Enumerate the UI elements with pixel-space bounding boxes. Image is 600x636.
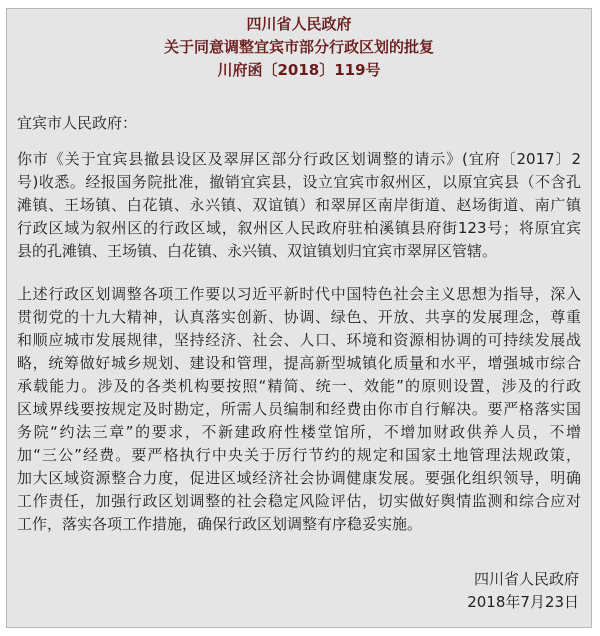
document-panel	[6, 8, 592, 628]
paragraph-2-line: 务院“约法三章”的要求，不新建政府性楼堂馆所，不增加财政供养人员，不增	[17, 423, 581, 441]
salutation: 宜宾市人民政府：	[17, 114, 138, 132]
paragraph-2-line: 贯彻党的十九大精神，认真落实创新、协调、绿色、开放、共享的发展理念，尊重	[17, 308, 581, 326]
document-title: 关于同意调整宜宾市部分行政区划的批复	[163, 38, 434, 56]
paragraph-2-line: 和顺应城市发展规律，坚持经济、社会、人口、环境和资源相协调的可持续发展战	[17, 331, 581, 349]
paragraph-2-line: 承载能力。涉及的各类机构要按照“精简、统一、效能”的原则设置，涉及的行政	[17, 377, 581, 395]
paragraph-2-line: 区域界线要按规定及时勘定，所需人员编制和经费由你市自行解决。要严格落实国	[17, 400, 581, 418]
document-number: 川府函〔2018〕119号	[217, 61, 381, 79]
paragraph-2-line: 加大区域资源整合力度，促进区域经济社会协调健康发展。要强化组织领导，明确	[17, 469, 581, 487]
paragraph-1-line: 你市《关于宜宾县撤县设区及翠屏区部分行政区划调整的请示》(宜府〔2017〕2	[17, 150, 581, 168]
issuer-heading: 四川省人民政府	[246, 15, 352, 33]
paragraph-2-line: 工作责任，加强行政区划调整的社会稳定风险评估，切实做好舆情监测和综合应对	[17, 492, 581, 510]
paragraph-1-line: 行政区域为叙州区的行政区域，叙州区人民政府驻柏溪镇县府街123号；将原宜宾	[17, 219, 581, 237]
paragraph-2-line: 加“三公”经费。要严格执行中央关于厉行节约的规定和国家土地管理法规政策，	[17, 446, 581, 464]
paragraph-1-line: 滩镇、王场镇、白花镇、永兴镇、双谊镇）和翠屏区南岸街道、赵场街道、南广镇	[17, 196, 581, 214]
paragraph-1-line: 号)收悉。经报国务院批准，撤销宜宾县，设立宜宾市叙州区，以原宜宾县（不含孔	[17, 173, 581, 191]
paragraph-2-line: 略，统筹做好城乡规划、建设和管理，提高新型城镇化质量和水平，增强城市综合	[17, 354, 581, 372]
signature-issuer: 四川省人民政府	[473, 570, 579, 588]
paragraph-1-line: 县的孔滩镇、王场镇、白花镇、永兴镇、双谊镇划归宜宾市翠屏区管辖。	[17, 242, 498, 260]
paragraph-2-line: 工作，落实各项工作措施，确保行政区划调整有序稳妥实施。	[17, 515, 423, 533]
paragraph-2-line: 上述行政区划调整各项工作要以习近平新时代中国特色社会主义思想为指导，深入	[17, 285, 581, 303]
signature-date: 2018年7月23日	[467, 593, 579, 611]
